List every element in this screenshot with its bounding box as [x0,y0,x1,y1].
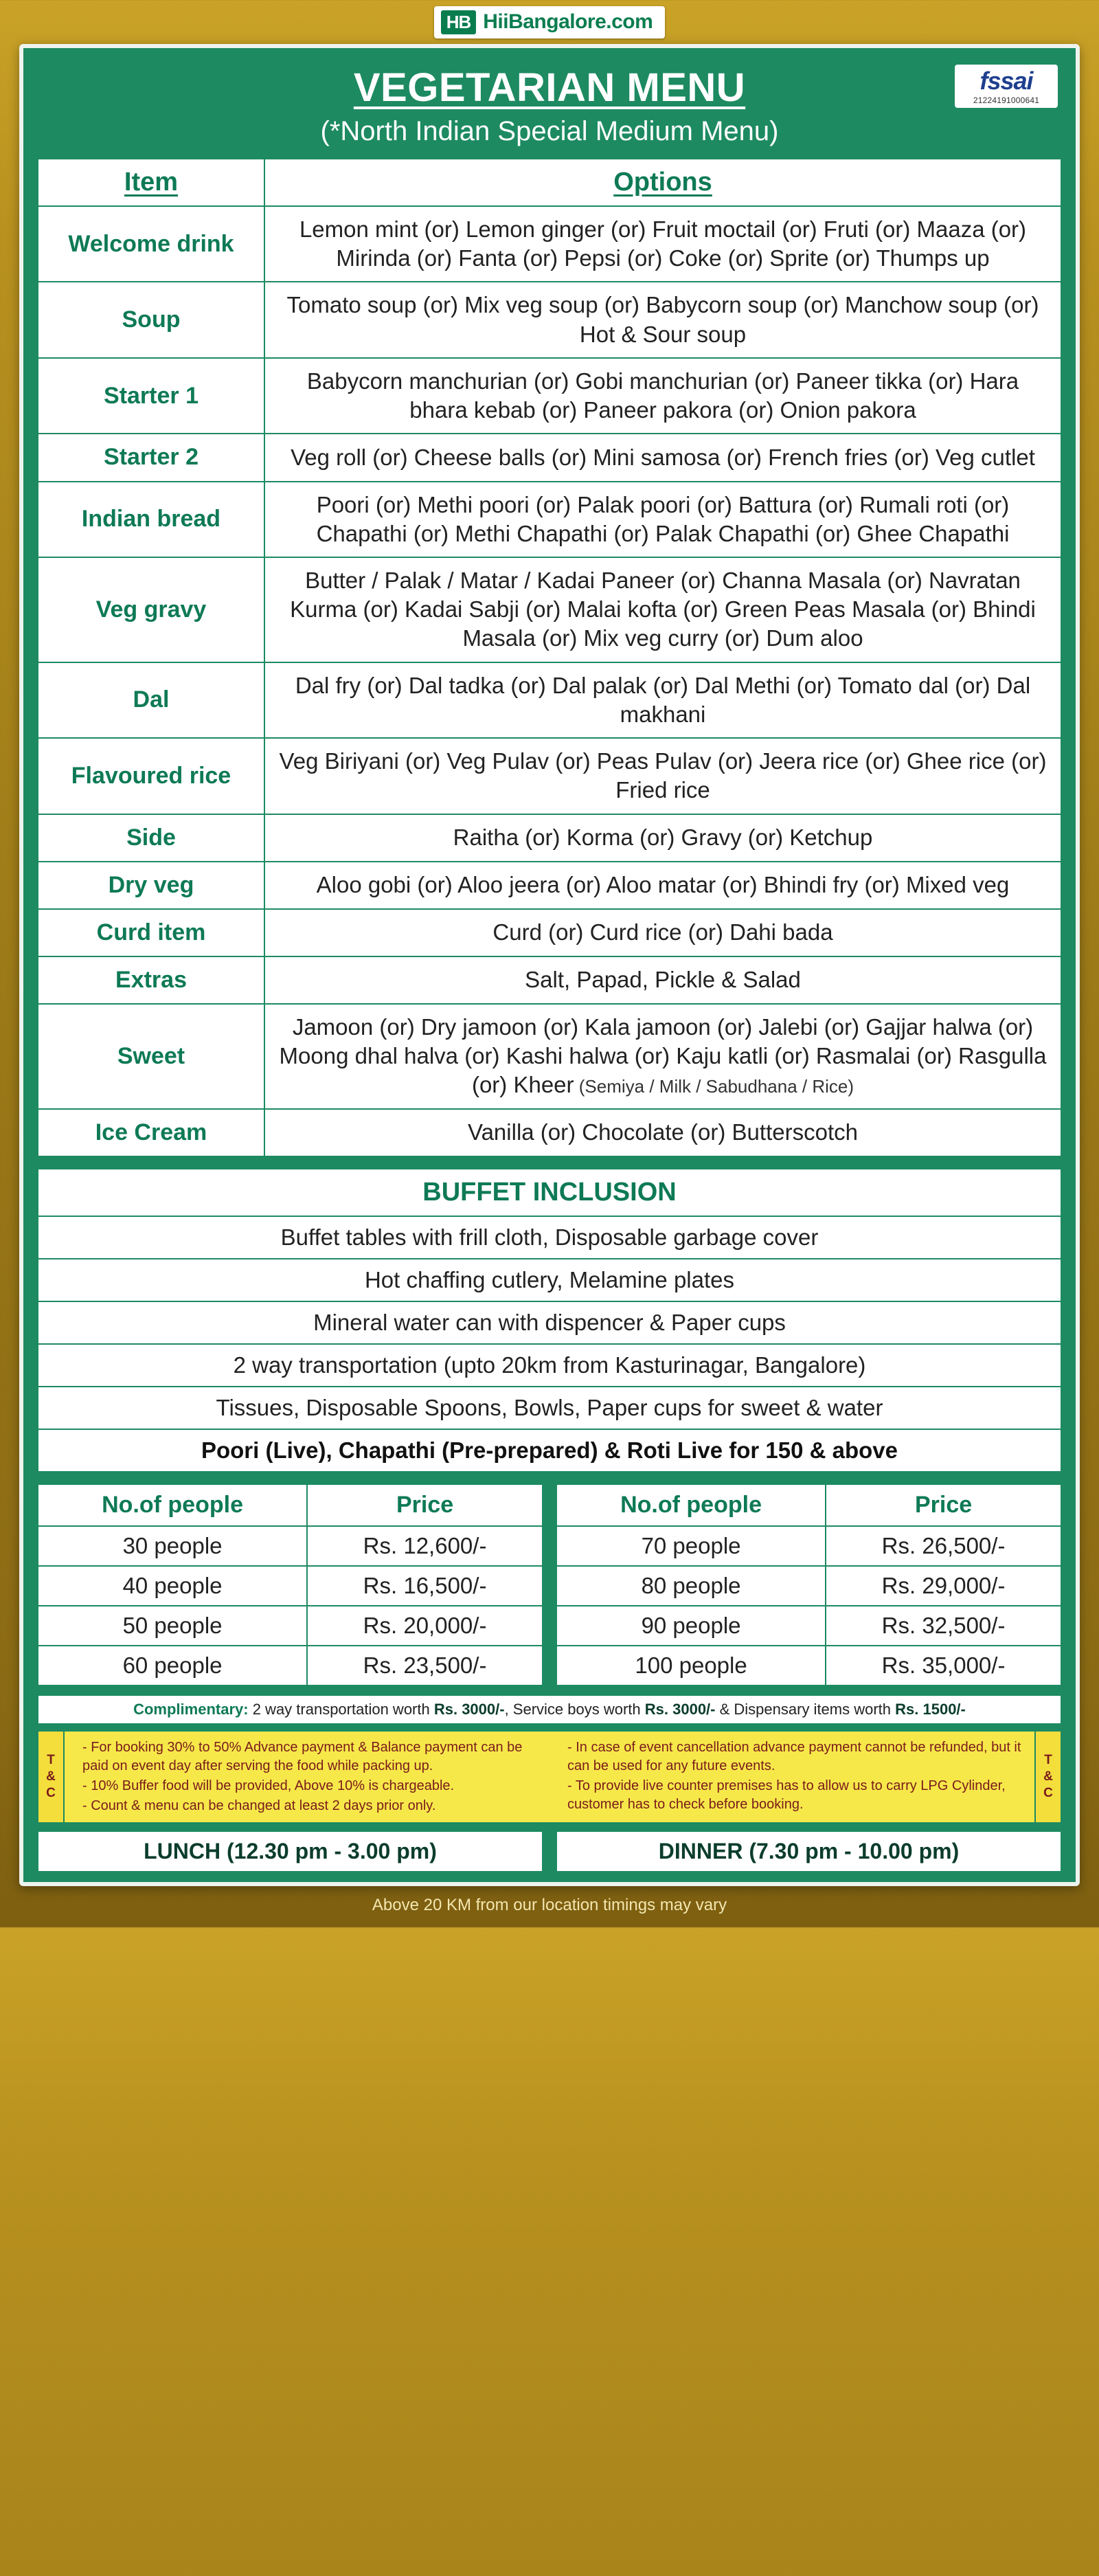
pricing-amount: Rs. 26,500/- [826,1526,1061,1566]
menu-item-options: Raitha (or) Korma (or) Gravy (or) Ketchup [264,814,1061,862]
menu-item-name: Curd item [38,909,264,956]
table-row [38,482,1061,557]
pricing-amount: Rs. 35,000/- [826,1646,1061,1685]
terms-column-right [550,1730,1034,1824]
terms-item: - 10% Buffer food will be provided, Above 10% is chargeable. [82,1778,455,1793]
buffet-row [38,1301,1061,1344]
pricing-people: 70 people [556,1526,826,1566]
table-row [38,282,1061,357]
table-row [38,1004,1061,1109]
complimentary-amount-1: Rs. 3000/- [433,1700,505,1718]
pricing-row [38,1566,543,1606]
buffet-live-counter-note: Poori (Live), Chapathi (Pre-prepared) & Roti Live for 150 & above [38,1429,1061,1472]
terms-and-conditions [37,1730,1062,1824]
menu-card [19,44,1080,1886]
buffet-row [38,1429,1061,1472]
menu-options-main: Jamoon (or) Dry jamoon (or) Kala jamoon (or) Jalebi (or) Gajjar halwa (or) Moong dhal halva (or) Kashi halwa (or) Kaju katli (or) Rasmalai (or) Rasgulla (or) Kheer [279,1013,1047,1098]
pricing-row [556,1646,1061,1685]
menu-table [37,158,1062,1157]
menu-item-name: Ice Cream [38,1109,264,1156]
brand-bar [0,0,1099,44]
pricing-people: 30 people [38,1526,307,1566]
table-row [38,434,1061,481]
pricing-row [38,1526,543,1566]
buffet-table [37,1168,1062,1472]
pricing-people: 90 people [556,1606,826,1646]
pricing-row [38,1606,543,1646]
menu-item-name: Indian bread [38,482,264,557]
menu-item-name: Extras [38,956,264,1004]
pricing-amount: Rs. 29,000/- [826,1566,1061,1606]
column-header-item: Item [38,159,264,206]
lunch-timing: LUNCH (12.30 pm - 3.00 pm) [37,1830,543,1872]
pricing-amount: Rs. 20,000/- [307,1606,543,1646]
footnote: Above 20 KM from our location timings may vary [372,1895,727,1914]
buffet-item: Buffet tables with frill cloth, Disposable garbage cover [38,1216,1061,1259]
buffet-item: Mineral water can with dispencer & Paper cups [38,1301,1061,1344]
pricing-amount: Rs. 16,500/- [307,1566,543,1606]
terms-item: - In case of event cancellation advance payment cannot be refunded, but it can be used for any future events. [567,1739,1021,1773]
terms-letter-t: T [1044,1753,1052,1768]
pricing-row [556,1526,1061,1566]
buffet-item: Hot chaffing cutlery, Melamine plates [38,1259,1061,1301]
menu-item-name: Starter 2 [38,434,264,481]
pricing-row [556,1566,1061,1606]
buffet-heading: BUFFET INCLUSION [38,1169,1061,1216]
table-row [38,909,1061,956]
menu-item-name: Starter 1 [38,358,264,434]
terms-side-label-left [37,1730,65,1824]
page-subtitle: (*North Indian Special Medium Menu) [320,116,779,146]
pricing-col-price: Price [307,1484,543,1526]
menu-item-name: Dry veg [38,862,264,909]
menu-item-options: Salt, Papad, Pickle & Salad [264,956,1061,1004]
pricing-people: 60 people [38,1646,307,1685]
menu-item-options: Babycorn manchurian (or) Gobi manchurian (or) Paneer tikka (or) Hara bhara kebab (or) Paneer pakora (or) Onion pakora [264,358,1061,434]
column-header-options: Options [264,159,1061,206]
table-row [38,557,1061,662]
complimentary-text-3: & Dispensary items worth [715,1700,896,1718]
terms-item: - To provide live counter premises has to allow us to carry LPG Cylinder, customer has to check before booking. [567,1778,1006,1812]
terms-letter-c: C [46,1785,56,1800]
terms-letter-c: C [1043,1785,1053,1800]
complimentary-amount-3: Rs. 1500/- [895,1700,966,1718]
dinner-timing: DINNER (7.30 pm - 10.00 pm) [556,1830,1062,1872]
table-row [38,1109,1061,1156]
complimentary-amount-2: Rs. 3000/- [644,1700,716,1718]
menu-item-options: Lemon mint (or) Lemon ginger (or) Fruit moctail (or) Fruti (or) Maaza (or) Mirinda (or) Fanta (or) Pepsi (or) Coke (or) Sprite (or) Thumps up [264,206,1061,282]
table-row [38,662,1061,738]
buffet-row [38,1387,1061,1429]
complimentary-text-1: 2 way transportation worth [248,1700,434,1718]
menu-item-name: Welcome drink [38,206,264,282]
menu-item-name: Sweet [38,1004,264,1109]
buffet-item: 2 way transportation (upto 20km from Kasturinagar, Bangalore) [38,1344,1061,1387]
buffet-row [38,1259,1061,1301]
complimentary-text-2: , Service boys worth [504,1700,645,1718]
table-row [38,814,1061,862]
pricing-amount: Rs. 23,500/- [307,1646,543,1685]
terms-item: - Count & menu can be changed at least 2 days prior only. [82,1797,436,1813]
pricing-header-row [556,1484,1061,1526]
buffet-row [38,1216,1061,1259]
pricing-section [37,1483,1062,1686]
menu-item-options: Poori (or) Methi poori (or) Palak poori (or) Battura (or) Rumali roti (or) Chapathi (or) Methi Chapathi (or) Palak Chapathi (or) Ghee Chapathi [264,482,1061,557]
brand-badge: HB [441,10,477,34]
table-row [38,358,1061,434]
page-title: VEGETARIAN MENU [353,65,746,110]
buffet-heading-row [38,1169,1061,1216]
pricing-people: 80 people [556,1566,826,1606]
table-row [38,862,1061,909]
terms-column-left [65,1730,550,1824]
pricing-amount: Rs. 12,600/- [307,1526,543,1566]
pricing-amount: Rs. 32,500/- [826,1606,1061,1646]
pricing-people: 40 people [38,1566,307,1606]
buffet-item: Tissues, Disposable Spoons, Bowls, Paper cups for sweet & water [38,1387,1061,1429]
table-row [38,956,1061,1004]
fssai-wordmark: fssai [979,67,1033,95]
pricing-col-people: No.of people [38,1484,307,1526]
terms-item: - For booking 30% to 50% Advance payment & Balance payment can be paid on event day after serving the food while packing up. [82,1739,523,1773]
complimentary-note [37,1694,1062,1725]
menu-item-options [264,1004,1061,1109]
menu-item-options: Vanilla (or) Chocolate (or) Butterscotch [264,1109,1061,1156]
menu-item-options: Curd (or) Curd rice (or) Dahi bada [264,909,1061,956]
menu-item-options: Dal fry (or) Dal tadka (or) Dal palak (or) Dal Methi (or) Tomato dal (or) Dal makhani [264,662,1061,738]
pricing-people: 100 people [556,1646,826,1685]
pricing-people: 50 people [38,1606,307,1646]
timings-section [37,1830,1062,1872]
table-header-row [38,159,1061,206]
menu-item-name: Veg gravy [38,557,264,662]
pricing-row [38,1646,543,1685]
menu-item-name: Dal [38,662,264,738]
terms-letter-and: & [46,1769,56,1784]
pricing-header-row [38,1484,543,1526]
fssai-license-number: 21224191000641 [973,96,1040,105]
menu-item-options: Butter / Palak / Matar / Kadai Paneer (or) Channa Masala (or) Navratan Kurma (or) Kadai Sabji (or) Malai kofta (or) Green Peas Masala (or) Bhindi Masala (or) Mix veg curry (or) Dum aloo [264,557,1061,662]
complimentary-label: Complimentary: [133,1700,249,1718]
pricing-col-people: No.of people [556,1484,826,1526]
pricing-row [556,1606,1061,1646]
table-row [38,206,1061,282]
terms-side-label-right [1034,1730,1062,1824]
menu-item-name: Flavoured rice [38,738,264,814]
brand-logo[interactable] [434,6,666,38]
menu-header [37,60,1062,158]
pricing-col-price: Price [826,1484,1061,1526]
menu-item-options: Veg Biriyani (or) Veg Pulav (or) Peas Pulav (or) Jeera rice (or) Ghee rice (or) Fried rice [264,738,1061,814]
brand-name: HiiBangalore.com [483,10,653,33]
menu-options-note: (Semiya / Milk / Sabudhana / Rice) [574,1076,854,1097]
menu-item-options: Veg roll (or) Cheese balls (or) Mini samosa (or) French fries (or) Veg cutlet [264,434,1061,481]
table-row [38,738,1061,814]
pricing-table-right [556,1483,1062,1686]
terms-letter-t: T [47,1753,55,1768]
fssai-badge [955,65,1058,108]
menu-item-name: Soup [38,282,264,357]
menu-item-options: Tomato soup (or) Mix veg soup (or) Babycorn soup (or) Manchow soup (or) Hot & Sour soup [264,282,1061,357]
menu-item-name: Side [38,814,264,862]
terms-letter-and: & [1043,1769,1053,1784]
buffet-row [38,1344,1061,1387]
menu-item-options: Aloo gobi (or) Aloo jeera (or) Aloo matar (or) Bhindi fry (or) Mixed veg [264,862,1061,909]
pricing-table-left [37,1483,543,1686]
